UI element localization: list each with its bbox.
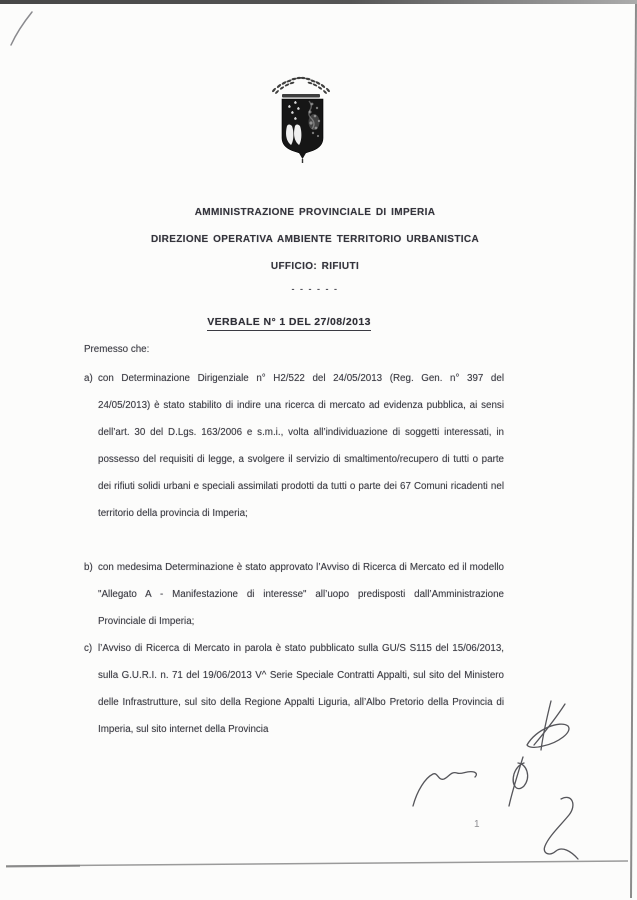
org-department-line: DIREZIONE OPERATIVA AMBIENTE TERRITORIO URBANISTICA [150, 234, 480, 245]
pen-stroke-icon [11, 12, 32, 45]
org-office-line: UFFICIO: RIFIUTI [270, 261, 360, 272]
document-title: VERBALE N° 1 DEL 27/08/2013 [207, 316, 371, 331]
intro-line: Premesso che: [84, 344, 150, 355]
scan-bottom-edge [6, 861, 628, 867]
handwritten-loop-mark [509, 757, 528, 806]
paragraph-c [84, 635, 504, 743]
scan-right-edge [631, 4, 636, 898]
separator-dashes: - - - - - - [291, 284, 339, 294]
org-name-line: AMMINISTRAZIONE PROVINCIALE DI IMPERIA [194, 207, 436, 218]
paragraph-b [84, 554, 504, 635]
document-title-row [0, 312, 578, 330]
paragraph-c-marker: c) [84, 643, 93, 654]
page-number: 1 [474, 819, 480, 830]
paragraph-b-text: con medesima Determinazione è stato approvato l’Avviso di Ricerca di Mercato ed il modello "Allegato A - Manifestazione di interesse" all’uopo predisposti dall’Amministrazione Provinciale di Imperia; [98, 562, 504, 627]
scan-top-edge [0, 0, 637, 4]
handwritten-wave-mark [413, 772, 476, 806]
paragraph-b-marker: b) [84, 562, 93, 573]
paragraph-c-text: l’Avviso di Ricerca di Mercato in parola è stato pubblicato sulla GU/S S115 del 15/06/2013, sulla G.U.R.I. n. 71 del 19/06/2013 V^ Serie Speciale Contratti Appalti, sul sito del Ministero delle Infrastrutture, sul sito della Regione Appalti Liguria, all’Albo Pretorio della Provincia di Imperia, sul sito internet della Provincia [98, 643, 504, 735]
handwritten-ribbon-mark [544, 797, 578, 859]
paragraph-a-marker: a) [84, 373, 93, 384]
handwritten-flourish-mark [527, 701, 569, 750]
paragraph-a [84, 365, 504, 527]
paragraph-a-text: con Determinazione Dirigenziale n° H2/522 del 24/05/2013 (Reg. Gen. n° 397 del 24/05/2013) è stato stabilito di indire una ricerca di mercato ad evidenza pubblica, ai sensi dell’art. 30 del D.Lgs. 163/2006 e s.m.i., volta all’individuazione di soggetti interessati, in possesso del requisiti di legge, a svolgere il servizio di smaltimento/recupero di tutti o parte dei rifiuti solidi urbani e speciali assimilati prodotti da tutti o parte dei 67 Comuni ricadenti nel territorio della provincia di Imperia; [98, 373, 504, 519]
coat-of-arms-icon [268, 74, 334, 166]
